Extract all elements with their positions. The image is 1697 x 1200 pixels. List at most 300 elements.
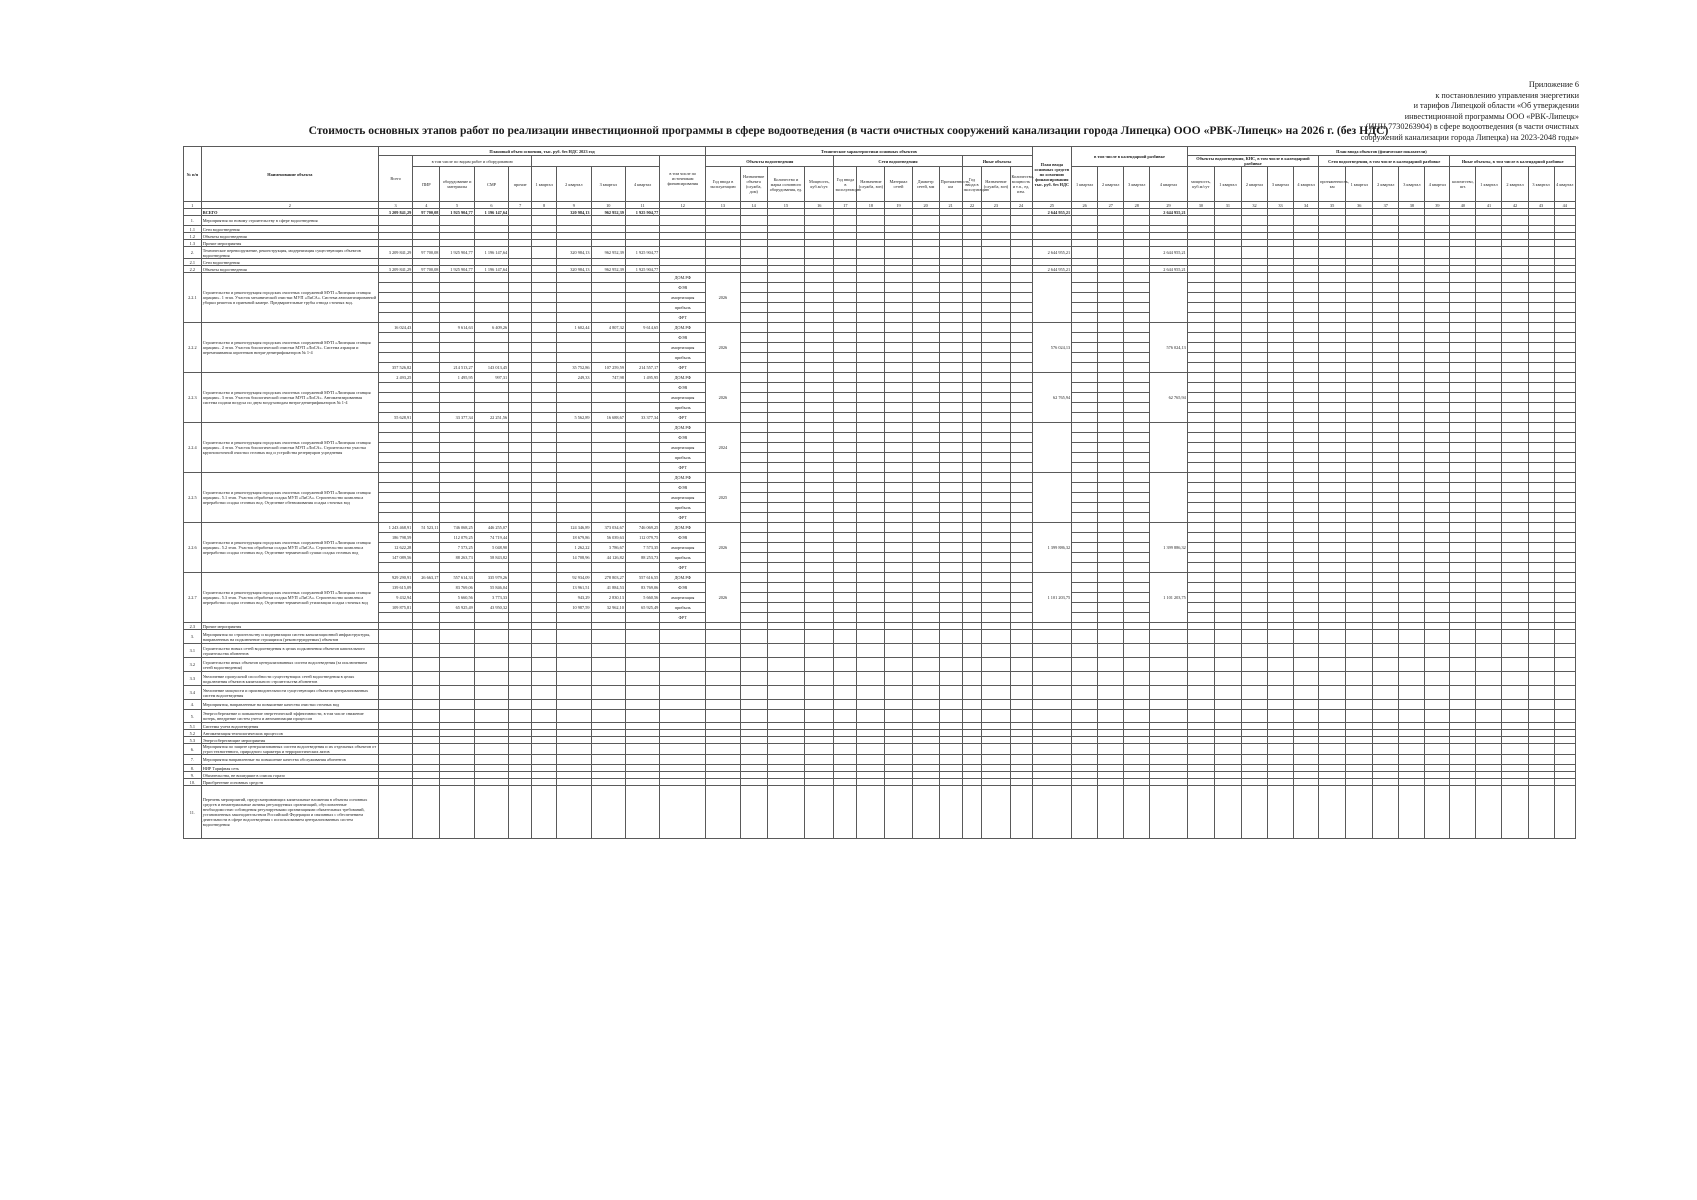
table-cell: [1268, 630, 1294, 644]
table-cell: [557, 613, 591, 623]
table-cell: [1399, 373, 1425, 383]
table-cell: [1187, 323, 1214, 333]
table-row: [184, 353, 1576, 363]
table-cell: [1476, 737, 1502, 744]
value-cell: 1 101 203,75: [1150, 573, 1188, 623]
table-cell: [1214, 323, 1241, 333]
value-cell: 747,98: [591, 373, 625, 383]
table-cell: [1187, 523, 1214, 533]
table-cell: [1072, 686, 1098, 700]
table-cell: [1373, 563, 1399, 573]
table-cell: [1399, 413, 1425, 423]
table-cell: [1124, 779, 1150, 786]
table-cell: [1010, 226, 1032, 233]
table-cell: [625, 723, 659, 730]
table-cell: [660, 723, 706, 730]
table-cell: [660, 226, 706, 233]
source-label: амортизация: [660, 593, 706, 603]
table-cell: [857, 293, 885, 303]
table-cell: [912, 700, 939, 710]
table-cell: [1528, 779, 1554, 786]
table-cell: [885, 493, 912, 503]
table-cell: [1268, 423, 1294, 433]
table-cell: [532, 513, 557, 523]
table-cell: [378, 240, 412, 247]
table-cell: [1124, 226, 1150, 233]
table-cell: [1373, 383, 1399, 393]
table-cell: [1124, 240, 1150, 247]
table-cell: [378, 658, 412, 672]
table-cell: [962, 603, 982, 613]
header-q1: 1 квартал: [532, 167, 557, 202]
table-cell: [885, 737, 912, 744]
table-cell: [767, 730, 805, 737]
table-cell: [557, 710, 591, 723]
table-cell: [1072, 293, 1098, 303]
table-cell: [1319, 593, 1346, 603]
table-cell: [1214, 373, 1241, 383]
table-cell: [660, 216, 706, 226]
table-cell: [939, 583, 962, 593]
table-cell: [1425, 573, 1450, 583]
table-cell: [1268, 744, 1294, 755]
header-year-net: Год ввода в эксплуатацию: [834, 167, 857, 202]
table-cell: [1010, 583, 1032, 593]
table-cell: [1476, 563, 1502, 573]
table-cell: [805, 658, 834, 672]
table-cell: [1502, 453, 1528, 463]
table-cell: [767, 744, 805, 755]
table-cell: [1425, 333, 1450, 343]
table-cell: [834, 686, 857, 700]
table-cell: [1032, 765, 1072, 772]
table-cell: [805, 393, 834, 403]
header-purpose: Назначение объекта (служба, дом): [740, 167, 767, 202]
source-label: амортизация: [660, 343, 706, 353]
table-cell: [1124, 630, 1150, 644]
table-cell: [939, 493, 962, 503]
table-cell: [474, 658, 508, 672]
table-cell: [509, 403, 532, 413]
table-cell: [1373, 240, 1399, 247]
table-row: [184, 730, 1576, 737]
table-cell: [939, 473, 962, 483]
table-cell: [1241, 216, 1267, 226]
table-cell: [413, 413, 440, 423]
table-cell: [1450, 583, 1476, 593]
row-number: 2.3: [184, 623, 202, 630]
column-number: 35: [1319, 202, 1346, 209]
value-cell: 1 101 203,75: [1032, 573, 1072, 623]
table-cell: [1010, 523, 1032, 533]
table-cell: [1124, 553, 1150, 563]
table-cell: [834, 493, 857, 503]
table-cell: [1346, 710, 1373, 723]
table-cell: [912, 623, 939, 630]
table-cell: [1241, 737, 1267, 744]
value-cell: 446 255,07: [474, 523, 508, 533]
table-cell: [885, 630, 912, 644]
table-cell: [939, 700, 962, 710]
table-cell: [378, 273, 412, 283]
table-cell: [912, 583, 939, 593]
table-cell: [912, 658, 939, 672]
table-cell: [939, 553, 962, 563]
table-cell: [1294, 700, 1319, 710]
table-cell: [962, 573, 982, 583]
table-cell: [1502, 603, 1528, 613]
header-comm-net: Сети водоотведения, в том числе в календарной разбивке: [1319, 156, 1450, 167]
table-cell: [982, 573, 1010, 583]
table-cell: [1502, 700, 1528, 710]
table-cell: [767, 283, 805, 293]
table-cell: [767, 755, 805, 765]
table-cell: [1319, 363, 1346, 373]
table-cell: [912, 553, 939, 563]
table-cell: [1528, 453, 1554, 463]
table-cell: [1502, 247, 1528, 259]
table-cell: [1528, 273, 1554, 283]
table-cell: [962, 240, 982, 247]
table-cell: [962, 686, 982, 700]
table-cell: [740, 503, 767, 513]
source-label: амортизация: [660, 493, 706, 503]
value-cell: 43 950,32: [474, 603, 508, 613]
table-cell: [740, 563, 767, 573]
table-cell: [912, 273, 939, 283]
table-cell: [1450, 710, 1476, 723]
table-cell: [1214, 216, 1241, 226]
table-cell: [378, 353, 412, 363]
table-cell: [912, 593, 939, 603]
table-cell: [1294, 573, 1319, 583]
table-cell: [1502, 413, 1528, 423]
table-cell: [1241, 553, 1267, 563]
table-cell: [1010, 403, 1032, 413]
table-cell: [1346, 433, 1373, 443]
table-cell: [1528, 323, 1554, 333]
table-cell: [1554, 623, 1575, 630]
table-cell: [1214, 273, 1241, 283]
table-cell: [474, 700, 508, 710]
table-cell: [1294, 730, 1319, 737]
table-cell: [1425, 563, 1450, 573]
table-cell: [1373, 658, 1399, 672]
table-cell: [1294, 303, 1319, 313]
table-cell: [1187, 363, 1214, 373]
table-row: [184, 226, 1576, 233]
table-cell: [1072, 423, 1098, 433]
table-cell: [1373, 433, 1399, 443]
table-cell: [557, 473, 591, 483]
table-cell: [1241, 744, 1267, 755]
table-cell: [1399, 423, 1425, 433]
table-cell: [767, 240, 805, 247]
table-cell: [1502, 216, 1528, 226]
value-cell: 32 962,10: [591, 603, 625, 613]
table-cell: [1098, 755, 1124, 765]
table-cell: [706, 710, 740, 723]
header-q3: 3 квартал: [591, 167, 625, 202]
table-cell: [1241, 493, 1267, 503]
table-cell: [1346, 593, 1373, 603]
value-cell: 1 262,22: [557, 543, 591, 553]
table-cell: [767, 573, 805, 583]
table-cell: [1268, 233, 1294, 240]
table-cell: [885, 353, 912, 363]
table-cell: [1346, 313, 1373, 323]
table-cell: [1319, 240, 1346, 247]
table-cell: [532, 744, 557, 755]
table-cell: [912, 247, 939, 259]
table-cell: [805, 373, 834, 383]
table-cell: [509, 343, 532, 353]
table-cell: [885, 463, 912, 473]
table-cell: [440, 786, 474, 839]
table-cell: [912, 630, 939, 644]
table-cell: [532, 473, 557, 483]
table-cell: [1241, 723, 1267, 730]
table-cell: [1214, 553, 1241, 563]
table-cell: [1373, 533, 1399, 543]
table-cell: [912, 730, 939, 737]
table-cell: [1032, 644, 1072, 658]
table-cell: [834, 273, 857, 283]
table-cell: [939, 786, 962, 839]
table-cell: [1072, 553, 1098, 563]
table-cell: [1502, 630, 1528, 644]
table-cell: [982, 259, 1010, 266]
table-cell: [1294, 786, 1319, 839]
header-incl-calendar: в том числе в календарной разбивке: [1072, 147, 1188, 167]
table-cell: [1124, 413, 1150, 423]
value-cell: 2 644 955,21: [1150, 247, 1188, 259]
table-cell: [1425, 343, 1450, 353]
table-cell: [1319, 603, 1346, 613]
table-cell: [1098, 413, 1124, 423]
table-cell: [440, 700, 474, 710]
table-cell: [1373, 343, 1399, 353]
year-cell: 2026: [706, 273, 740, 323]
table-cell: [857, 353, 885, 363]
table-cell: [625, 744, 659, 755]
table-cell: [767, 623, 805, 630]
table-cell: [474, 313, 508, 323]
table-cell: [1373, 283, 1399, 293]
table-cell: [474, 423, 508, 433]
table-cell: [885, 233, 912, 240]
table-cell: [1294, 283, 1319, 293]
table-cell: [1098, 710, 1124, 723]
table-cell: [1319, 503, 1346, 513]
table-cell: [440, 779, 474, 786]
table-cell: [440, 353, 474, 363]
table-cell: [1476, 363, 1502, 373]
table-cell: [834, 563, 857, 573]
table-cell: [440, 383, 474, 393]
table-cell: [1072, 765, 1098, 772]
table-cell: [834, 293, 857, 303]
table-cell: [740, 403, 767, 413]
table-cell: [474, 772, 508, 779]
table-cell: [440, 765, 474, 772]
table-cell: [1241, 786, 1267, 839]
table-cell: [1425, 583, 1450, 593]
table-cell: [1098, 373, 1124, 383]
value-cell: 320 984,13: [557, 266, 591, 273]
value-cell: 26 663,17: [413, 573, 440, 583]
table-cell: [1072, 772, 1098, 779]
table-cell: [962, 593, 982, 603]
value-cell: 1 243 468,91: [378, 523, 412, 533]
column-number: 23: [982, 202, 1010, 209]
table-cell: [1425, 543, 1450, 553]
table-cell: [1010, 343, 1032, 353]
table-cell: [1476, 303, 1502, 313]
table-cell: [1098, 233, 1124, 240]
table-cell: [1450, 493, 1476, 503]
table-cell: [1346, 523, 1373, 533]
table-cell: [834, 583, 857, 593]
table-cell: [857, 744, 885, 755]
table-cell: [1399, 333, 1425, 343]
table-cell: [982, 744, 1010, 755]
table-cell: [885, 644, 912, 658]
table-row: [184, 583, 1576, 593]
table-cell: [1425, 513, 1450, 523]
table-cell: [1124, 247, 1150, 259]
table-cell: [1425, 603, 1450, 613]
row-name: Строительство и реконструкция городских очистных сооружений МУП «Липецкая станция аэрации». 4 этап. Участок биологической очистки МУП «ЛиСА». Строительство участка крупнопоточной очистки сточных вод и устройства резервуаров усреднения: [201, 423, 378, 473]
table-cell: [767, 700, 805, 710]
table-cell: [660, 700, 706, 710]
table-cell: [1399, 393, 1425, 403]
column-number: 10: [591, 202, 625, 209]
table-cell: [740, 613, 767, 623]
table-cell: [1294, 373, 1319, 383]
table-cell: [805, 772, 834, 779]
table-cell: [767, 533, 805, 543]
table-cell: [1476, 293, 1502, 303]
value-cell: 576 024,13: [1150, 323, 1188, 373]
table-cell: [1124, 216, 1150, 226]
table-cell: [767, 383, 805, 393]
table-cell: [1150, 772, 1188, 779]
source-label: ФЭВ: [660, 433, 706, 443]
table-cell: [857, 266, 885, 273]
value-cell: 5 048,90: [474, 543, 508, 553]
table-cell: [1319, 453, 1346, 463]
row-number: 3.: [184, 630, 202, 644]
table-cell: [1528, 755, 1554, 765]
table-row: [184, 240, 1576, 247]
row-number: 9.: [184, 772, 202, 779]
table-cell: [706, 658, 740, 672]
value-cell: 962 952,39: [591, 266, 625, 273]
table-cell: [413, 353, 440, 363]
table-cell: [885, 483, 912, 493]
table-cell: [834, 343, 857, 353]
table-cell: [1346, 353, 1373, 363]
table-cell: [834, 303, 857, 313]
table-cell: [1294, 644, 1319, 658]
table-cell: [939, 779, 962, 786]
value-cell: 97 700,08: [413, 247, 440, 259]
table-cell: [1554, 333, 1575, 343]
table-cell: [509, 493, 532, 503]
table-cell: [413, 630, 440, 644]
row-number: 6.: [184, 744, 202, 755]
table-cell: [660, 247, 706, 259]
table-cell: [1399, 583, 1425, 593]
table-cell: [767, 603, 805, 613]
table-cell: [912, 226, 939, 233]
row-number: 1.: [184, 216, 202, 226]
table-cell: [962, 413, 982, 423]
table-cell: [1010, 563, 1032, 573]
column-number: 15: [767, 202, 805, 209]
table-cell: [706, 700, 740, 710]
table-cell: [509, 686, 532, 700]
table-cell: [557, 644, 591, 658]
table-cell: [1450, 393, 1476, 403]
value-cell: 12 622,28: [378, 543, 412, 553]
table-cell: [1098, 658, 1124, 672]
table-cell: [805, 333, 834, 343]
table-cell: [1072, 523, 1098, 533]
table-cell: [805, 737, 834, 744]
table-cell: [1187, 779, 1214, 786]
table-cell: [805, 583, 834, 593]
table-cell: [1294, 247, 1319, 259]
source-label: амортизация: [660, 393, 706, 403]
table-cell: [509, 413, 532, 423]
table-cell: [805, 523, 834, 533]
table-cell: [912, 413, 939, 423]
table-cell: [1032, 737, 1072, 744]
table-cell: [1399, 283, 1425, 293]
table-cell: [1450, 423, 1476, 433]
table-cell: [939, 353, 962, 363]
table-cell: [1346, 700, 1373, 710]
table-cell: [591, 700, 625, 710]
table-cell: [557, 283, 591, 293]
table-row: [184, 553, 1576, 563]
table-cell: [1268, 765, 1294, 772]
table-cell: [1502, 523, 1528, 533]
table-cell: [912, 737, 939, 744]
table-cell: [857, 393, 885, 403]
table-cell: [982, 710, 1010, 723]
table-cell: [1554, 493, 1575, 503]
table-cell: [1373, 303, 1399, 313]
table-cell: [440, 240, 474, 247]
table-cell: [1399, 723, 1425, 730]
table-cell: [1373, 247, 1399, 259]
table-cell: [1032, 730, 1072, 737]
table-cell: [805, 686, 834, 700]
table-row: [184, 603, 1576, 613]
table-cell: [1072, 603, 1098, 613]
table-cell: [1528, 209, 1554, 216]
table-cell: [1098, 423, 1124, 433]
table-cell: [378, 293, 412, 303]
table-cell: [1373, 463, 1399, 473]
table-cell: [625, 644, 659, 658]
table-cell: [532, 658, 557, 672]
header-net-q1: 1 квартал: [1346, 167, 1373, 202]
row-name: НИР Тарифная сеть: [201, 765, 378, 772]
